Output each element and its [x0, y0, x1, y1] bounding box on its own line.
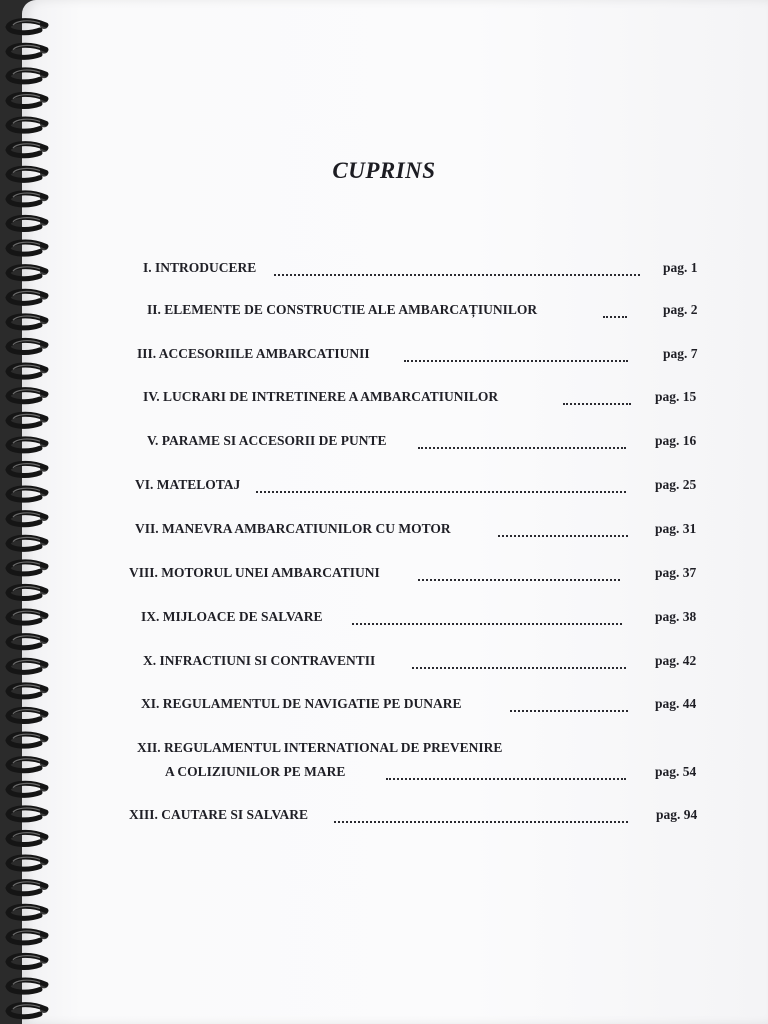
toc-entry[interactable] [0, 389, 768, 407]
toc-entry[interactable] [0, 521, 768, 539]
toc-entry-label-continuation: A COLIZIUNILOR PE MARE [165, 764, 346, 779]
dot-leader [498, 525, 628, 537]
dot-leader [256, 481, 626, 493]
toc-page-number: pag. 1 [663, 260, 698, 275]
page-title: CUPRINS [332, 158, 436, 183]
toc-entry-label: VI. MATELOTAJ [135, 477, 241, 492]
toc-entry[interactable] [0, 696, 768, 714]
dot-leader [418, 437, 626, 449]
toc-page-number: pag. 54 [655, 764, 697, 779]
dot-leader [412, 657, 626, 669]
toc-entry-label: V. PARAME SI ACCESORII DE PUNTE [147, 433, 387, 448]
dot-leader [563, 393, 631, 405]
toc-entry-label: X. INFRACTIUNI SI CONTRAVENTII [143, 653, 376, 668]
dot-leader [274, 264, 640, 276]
toc-entry[interactable] [0, 565, 768, 583]
toc-entry[interactable] [0, 653, 768, 671]
toc-entry[interactable] [0, 302, 768, 320]
toc-entry-label: III. ACCESORIILE AMBARCATIUNII [137, 346, 370, 361]
toc-entry[interactable] [0, 433, 768, 451]
toc-entry-label: II. ELEMENTE DE CONSTRUCTIE ALE AMBARCAȚIUNILOR [147, 302, 538, 317]
toc-page-number: pag. 31 [655, 521, 697, 536]
toc-entry[interactable] [0, 477, 768, 495]
toc-page-number: pag. 37 [655, 565, 697, 580]
toc-page-number: pag. 94 [656, 807, 698, 822]
dot-leader [404, 350, 628, 362]
dot-leader [510, 700, 628, 712]
dot-leader [334, 811, 628, 823]
toc-entry-label: XIII. CAUTARE SI SALVARE [129, 807, 309, 822]
toc-page-number: pag. 44 [655, 696, 697, 711]
toc-page-number: pag. 25 [655, 477, 697, 492]
dot-leader [386, 768, 626, 780]
toc-entry-label: XII. REGULAMENTUL INTERNATIONAL DE PREVENIRE [137, 740, 503, 755]
toc-page-number: pag. 15 [655, 389, 697, 404]
toc-page-number: pag. 7 [663, 346, 698, 361]
toc-entry[interactable] [0, 260, 768, 278]
dot-leader [418, 569, 620, 581]
toc-entry-label: XI. REGULAMENTUL DE NAVIGATIE PE DUNARE [141, 696, 462, 711]
toc-entry[interactable] [0, 740, 768, 782]
toc-entry-label: VIII. MOTORUL UNEI AMBARCATIUNI [129, 565, 380, 580]
dot-leader [352, 613, 622, 625]
toc-page-number: pag. 2 [663, 302, 698, 317]
toc-entry-label: VII. MANEVRA AMBARCATIUNILOR CU MOTOR [135, 521, 451, 536]
toc-page-number: pag. 38 [655, 609, 697, 624]
toc-entry[interactable] [0, 807, 768, 825]
dot-leader [603, 306, 627, 318]
toc-entry-label: IV. LUCRARI DE INTRETINERE A AMBARCATIUNILOR [143, 389, 499, 404]
toc-entry[interactable] [0, 346, 768, 364]
toc-entry[interactable] [0, 609, 768, 627]
toc-entry-label: I. INTRODUCERE [143, 260, 257, 275]
toc-page-number: pag. 16 [655, 433, 697, 448]
toc-page-number: pag. 42 [655, 653, 697, 668]
toc-entry-label: IX. MIJLOACE DE SALVARE [141, 609, 323, 624]
